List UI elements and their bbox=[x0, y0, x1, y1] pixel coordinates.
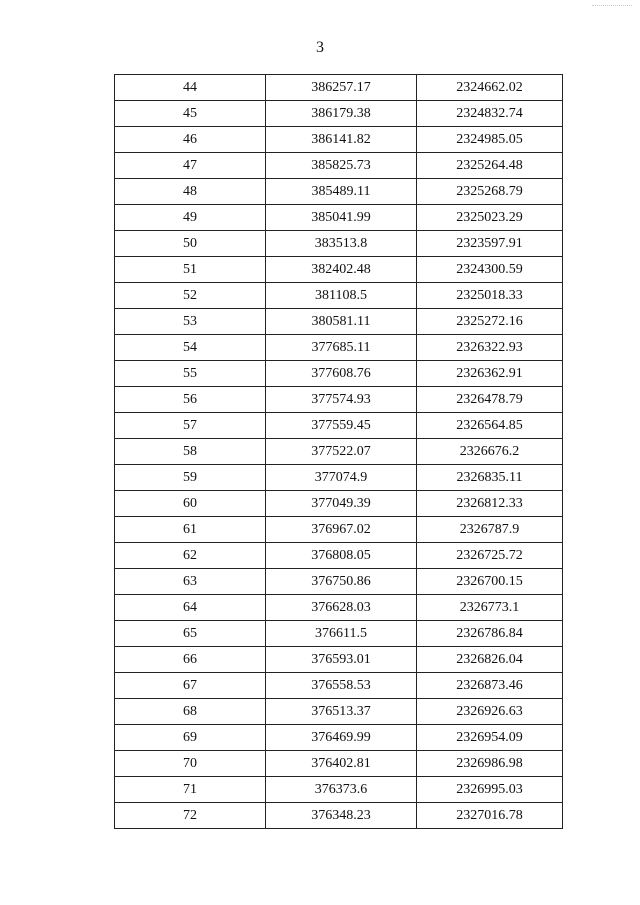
table-row bbox=[115, 725, 563, 751]
y-coordinate-cell: 2323597.91 bbox=[417, 231, 563, 257]
x-coordinate-cell: 376373.6 bbox=[266, 777, 417, 803]
table-row bbox=[115, 257, 563, 283]
x-coordinate-cell: 377049.39 bbox=[266, 491, 417, 517]
y-coordinate-cell: 2326362.91 bbox=[417, 361, 563, 387]
table-row bbox=[115, 777, 563, 803]
point-number-cell: 52 bbox=[115, 283, 266, 309]
page-number: 3 bbox=[316, 39, 324, 56]
y-coordinate-cell: 2325018.33 bbox=[417, 283, 563, 309]
table-row bbox=[115, 101, 563, 127]
y-coordinate-cell: 2325264.48 bbox=[417, 153, 563, 179]
table-row bbox=[115, 205, 563, 231]
table-row bbox=[115, 543, 563, 569]
table-row bbox=[115, 491, 563, 517]
point-number-cell: 46 bbox=[115, 127, 266, 153]
y-coordinate-cell: 2326835.11 bbox=[417, 465, 563, 491]
x-coordinate-cell: 376611.5 bbox=[266, 621, 417, 647]
x-coordinate-cell: 377574.93 bbox=[266, 387, 417, 413]
point-number-cell: 66 bbox=[115, 647, 266, 673]
point-number-cell: 51 bbox=[115, 257, 266, 283]
point-number-cell: 48 bbox=[115, 179, 266, 205]
y-coordinate-cell: 2326995.03 bbox=[417, 777, 563, 803]
point-number-cell: 55 bbox=[115, 361, 266, 387]
table-row bbox=[115, 231, 563, 257]
table-row bbox=[115, 179, 563, 205]
x-coordinate-cell: 376513.37 bbox=[266, 699, 417, 725]
y-coordinate-cell: 2326725.72 bbox=[417, 543, 563, 569]
x-coordinate-cell: 377074.9 bbox=[266, 465, 417, 491]
x-coordinate-cell: 386257.17 bbox=[266, 75, 417, 101]
x-coordinate-cell: 377559.45 bbox=[266, 413, 417, 439]
x-coordinate-cell: 376750.86 bbox=[266, 569, 417, 595]
point-number-cell: 56 bbox=[115, 387, 266, 413]
y-coordinate-cell: 2325272.16 bbox=[417, 309, 563, 335]
point-number-cell: 59 bbox=[115, 465, 266, 491]
x-coordinate-cell: 376628.03 bbox=[266, 595, 417, 621]
y-coordinate-cell: 2324985.05 bbox=[417, 127, 563, 153]
point-number-cell: 60 bbox=[115, 491, 266, 517]
point-number-cell: 47 bbox=[115, 153, 266, 179]
table-row bbox=[115, 75, 563, 101]
x-coordinate-cell: 376808.05 bbox=[266, 543, 417, 569]
x-coordinate-cell: 381108.5 bbox=[266, 283, 417, 309]
point-number-cell: 50 bbox=[115, 231, 266, 257]
x-coordinate-cell: 376348.23 bbox=[266, 803, 417, 829]
y-coordinate-cell: 2327016.78 bbox=[417, 803, 563, 829]
y-coordinate-cell: 2326700.15 bbox=[417, 569, 563, 595]
scan-edge-mark bbox=[592, 5, 632, 6]
x-coordinate-cell: 385489.11 bbox=[266, 179, 417, 205]
x-coordinate-cell: 376593.01 bbox=[266, 647, 417, 673]
table-row bbox=[115, 699, 563, 725]
y-coordinate-cell: 2326926.63 bbox=[417, 699, 563, 725]
table-row bbox=[115, 621, 563, 647]
y-coordinate-cell: 2326564.85 bbox=[417, 413, 563, 439]
coordinate-table-body bbox=[115, 75, 563, 829]
point-number-cell: 72 bbox=[115, 803, 266, 829]
table-row bbox=[115, 803, 563, 829]
y-coordinate-cell: 2324662.02 bbox=[417, 75, 563, 101]
y-coordinate-cell: 2325023.29 bbox=[417, 205, 563, 231]
table-row bbox=[115, 413, 563, 439]
point-number-cell: 67 bbox=[115, 673, 266, 699]
y-coordinate-cell: 2326322.93 bbox=[417, 335, 563, 361]
x-coordinate-cell: 376967.02 bbox=[266, 517, 417, 543]
point-number-cell: 71 bbox=[115, 777, 266, 803]
table-row bbox=[115, 595, 563, 621]
x-coordinate-cell: 377522.07 bbox=[266, 439, 417, 465]
point-number-cell: 53 bbox=[115, 309, 266, 335]
point-number-cell: 64 bbox=[115, 595, 266, 621]
point-number-cell: 45 bbox=[115, 101, 266, 127]
x-coordinate-cell: 385825.73 bbox=[266, 153, 417, 179]
x-coordinate-cell: 385041.99 bbox=[266, 205, 417, 231]
table-row bbox=[115, 517, 563, 543]
coordinate-table bbox=[114, 74, 563, 829]
point-number-cell: 61 bbox=[115, 517, 266, 543]
x-coordinate-cell: 386141.82 bbox=[266, 127, 417, 153]
y-coordinate-cell: 2324832.74 bbox=[417, 101, 563, 127]
y-coordinate-cell: 2324300.59 bbox=[417, 257, 563, 283]
y-coordinate-cell: 2326873.46 bbox=[417, 673, 563, 699]
y-coordinate-cell: 2326826.04 bbox=[417, 647, 563, 673]
y-coordinate-cell: 2326954.09 bbox=[417, 725, 563, 751]
table-row bbox=[115, 283, 563, 309]
y-coordinate-cell: 2326812.33 bbox=[417, 491, 563, 517]
x-coordinate-cell: 376402.81 bbox=[266, 751, 417, 777]
x-coordinate-cell: 383513.8 bbox=[266, 231, 417, 257]
point-number-cell: 57 bbox=[115, 413, 266, 439]
table-row bbox=[115, 647, 563, 673]
x-coordinate-cell: 380581.11 bbox=[266, 309, 417, 335]
table-row bbox=[115, 127, 563, 153]
x-coordinate-cell: 386179.38 bbox=[266, 101, 417, 127]
point-number-cell: 69 bbox=[115, 725, 266, 751]
y-coordinate-cell: 2326787.9 bbox=[417, 517, 563, 543]
point-number-cell: 49 bbox=[115, 205, 266, 231]
point-number-cell: 65 bbox=[115, 621, 266, 647]
y-coordinate-cell: 2326786.84 bbox=[417, 621, 563, 647]
table-row bbox=[115, 673, 563, 699]
table-row bbox=[115, 465, 563, 491]
point-number-cell: 70 bbox=[115, 751, 266, 777]
point-number-cell: 44 bbox=[115, 75, 266, 101]
table-row bbox=[115, 387, 563, 413]
point-number-cell: 58 bbox=[115, 439, 266, 465]
point-number-cell: 68 bbox=[115, 699, 266, 725]
x-coordinate-cell: 377685.11 bbox=[266, 335, 417, 361]
point-number-cell: 62 bbox=[115, 543, 266, 569]
y-coordinate-cell: 2326986.98 bbox=[417, 751, 563, 777]
table-row bbox=[115, 309, 563, 335]
table-row bbox=[115, 153, 563, 179]
point-number-cell: 63 bbox=[115, 569, 266, 595]
table-row bbox=[115, 335, 563, 361]
y-coordinate-cell: 2325268.79 bbox=[417, 179, 563, 205]
table-row bbox=[115, 361, 563, 387]
x-coordinate-cell: 382402.48 bbox=[266, 257, 417, 283]
table-row bbox=[115, 751, 563, 777]
x-coordinate-cell: 377608.76 bbox=[266, 361, 417, 387]
table-row bbox=[115, 569, 563, 595]
y-coordinate-cell: 2326676.2 bbox=[417, 439, 563, 465]
point-number-cell: 54 bbox=[115, 335, 266, 361]
y-coordinate-cell: 2326773.1 bbox=[417, 595, 563, 621]
x-coordinate-cell: 376469.99 bbox=[266, 725, 417, 751]
y-coordinate-cell: 2326478.79 bbox=[417, 387, 563, 413]
table-row bbox=[115, 439, 563, 465]
x-coordinate-cell: 376558.53 bbox=[266, 673, 417, 699]
